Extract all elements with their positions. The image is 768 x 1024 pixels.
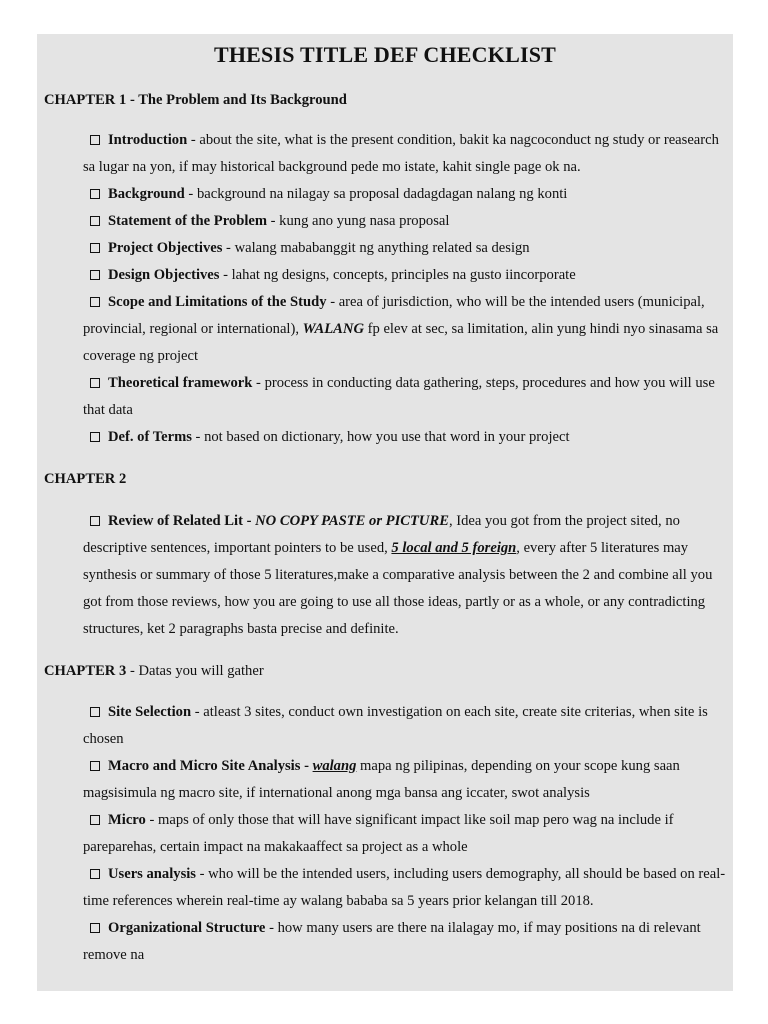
- item-term: Design Objectives: [108, 267, 220, 283]
- item-term: Project Objectives: [108, 240, 223, 256]
- checkbox-icon[interactable]: [90, 432, 100, 442]
- item-description: mapa ng pilipinas, depending on your scope kung saan magsisimula ng macro site, if international anong mga bansa ang iccater, swot analysis: [83, 758, 680, 801]
- item-term: Organizational Structure: [108, 920, 266, 936]
- item-emphasis: WALANG: [302, 321, 364, 337]
- checkbox-icon[interactable]: [90, 815, 100, 825]
- item-term: Introduction: [108, 132, 188, 148]
- checklist-item-introduction: [83, 127, 727, 181]
- item-description: - who will be the intended users, including users demography, all should be based on real-time references wherein real-time ay walang bababa sa 5 years prior kelangan till 2018.: [83, 866, 726, 909]
- item-description: - how many users are there na ilalagay mo, if may positions na di relevant remove na: [83, 920, 701, 963]
- item-term: Theoretical framework: [108, 375, 253, 391]
- checkbox-icon[interactable]: [90, 189, 100, 199]
- chapter-1-label: CHAPTER 1: [44, 92, 127, 108]
- checklist-item-review-of-related-lit: [83, 508, 727, 643]
- item-description-cont: , every after 5 literatures may synthesis or summary of those 5 literatures,make a comparative analysis between the 2 and combine all you got from those reviews, how you are going to use all those ideas, partly or as a whole, or any contradicting structures, ket 2 paragraphs basta precise and definite.: [83, 540, 713, 637]
- item-separator: -: [242, 513, 256, 529]
- item-description: - maps of only those that will have significant impact like soil map pero wag na include if pareparehas, certain impact na makakaaffect sa project as a whole: [83, 812, 674, 855]
- chapter-3-checklist: [83, 699, 727, 969]
- checklist-item-statement-of-problem: [83, 208, 727, 235]
- item-description: - kung ano yung nasa proposal: [267, 213, 450, 229]
- chapter-2-label: CHAPTER 2: [44, 471, 127, 487]
- item-description: - walang mababanggit ng anything related sa design: [222, 240, 530, 256]
- checklist-item-site-selection: [83, 699, 727, 753]
- item-description: - not based on dictionary, how you use that word in your project: [191, 429, 570, 445]
- checkbox-icon[interactable]: [90, 923, 100, 933]
- checkbox-icon[interactable]: [90, 761, 100, 771]
- checkbox-icon[interactable]: [90, 707, 100, 717]
- checkbox-icon[interactable]: [90, 297, 100, 307]
- item-term: Statement of the Problem: [108, 213, 268, 229]
- item-separator: -: [300, 758, 313, 774]
- chapter-3-subtitle: - Datas you will gather: [126, 663, 264, 679]
- checklist-item-project-objectives: [83, 235, 727, 262]
- checklist-item-background: [83, 181, 727, 208]
- checkbox-icon[interactable]: [90, 516, 100, 526]
- item-description: - about the site, what is the present condition, bakit ka nagcoconduct ng study or reasearch sa lugar na yon, if may historical background pede mo istate, kahit single page ok na.: [83, 132, 719, 175]
- chapter-3-label: CHAPTER 3: [44, 663, 127, 679]
- item-description: - atleast 3 sites, conduct own investigation on each site, create site criterias, when site is chosen: [83, 704, 708, 747]
- document-title: THESIS TITLE DEF CHECKLIST: [213, 42, 557, 67]
- checkbox-icon[interactable]: [90, 216, 100, 226]
- document-page: [37, 34, 733, 991]
- checklist-item-users-analysis: [83, 861, 727, 915]
- checklist-item-theoretical-framework: [83, 370, 727, 424]
- item-term: Macro and Micro Site Analysis: [108, 758, 301, 774]
- item-description: - process in conducting data gathering, steps, procedures and how you will use that data: [83, 375, 715, 418]
- checklist-item-design-objectives: [83, 262, 727, 289]
- checklist-item-def-of-terms: [83, 424, 727, 451]
- checklist-item-organizational-structure: [83, 915, 727, 969]
- checkbox-icon[interactable]: [90, 869, 100, 879]
- chapter-1-checklist: [83, 127, 727, 451]
- chapter-1-subtitle: - The Problem and Its Background: [126, 92, 347, 108]
- item-description: - area of jurisdiction, who will be the intended users (municipal, provincial, regional or international),: [83, 294, 705, 337]
- item-term: Review of Related Lit: [108, 513, 243, 529]
- checklist-item-scope-and-limitations: [83, 289, 727, 370]
- checkbox-icon[interactable]: [90, 243, 100, 253]
- item-term: Users analysis: [108, 866, 196, 882]
- checkbox-icon[interactable]: [90, 135, 100, 145]
- chapter-2-checklist: [83, 508, 727, 643]
- item-term: Micro: [108, 812, 146, 828]
- item-emphasis-underlined: walang: [312, 758, 357, 774]
- item-emphasis: NO COPY PASTE or PICTURE: [255, 513, 449, 529]
- chapter-1-heading: [44, 92, 347, 109]
- item-term: Def. of Terms: [108, 429, 192, 445]
- checklist-item-macro-micro-site-analysis: [83, 753, 727, 807]
- item-term: Background: [108, 186, 185, 202]
- item-description: - background na nilagay sa proposal dadagdagan nalang ng konti: [184, 186, 568, 202]
- item-emphasis-underlined: 5 local and 5 foreign: [391, 540, 517, 556]
- chapter-2-heading: [44, 471, 126, 488]
- item-description: , Idea you got from the project sited, no descriptive sentences, important pointers to be used,: [83, 513, 680, 556]
- item-term: Scope and Limitations of the Study: [108, 294, 327, 310]
- item-term: Site Selection: [108, 704, 192, 720]
- checkbox-icon[interactable]: [90, 270, 100, 280]
- checklist-item-micro: [83, 807, 727, 861]
- chapter-3-heading: [44, 663, 264, 680]
- item-description-cont: fp elev at sec, sa limitation, alin yung hindi nyo sinasama sa coverage ng project: [83, 321, 719, 364]
- item-description: - lahat ng designs, concepts, principles na gusto iincorporate: [219, 267, 576, 283]
- checkbox-icon[interactable]: [90, 378, 100, 388]
